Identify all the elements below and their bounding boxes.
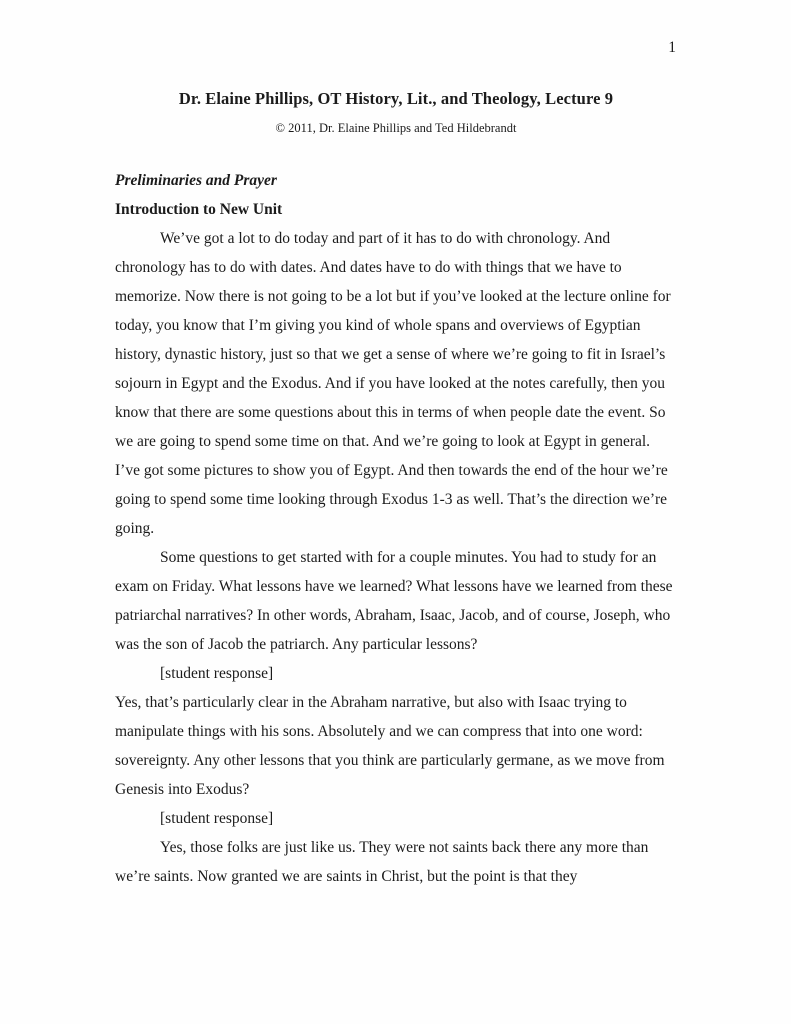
paragraph-saints-reply: Yes, those folks are just like us. They were not saints back there any more than we’re saints. Now granted we are saints in Christ, but the point is that they bbox=[115, 839, 649, 885]
section-heading-preliminaries: Preliminaries and Prayer bbox=[115, 172, 277, 189]
section-headings bbox=[115, 166, 677, 224]
section-heading-introduction: Introduction to New Unit bbox=[115, 201, 283, 218]
page-number: 1 bbox=[668, 39, 676, 56]
paragraph-sovereignty-reply: Yes, that’s particularly clear in the Abraham narrative, but also with Isaac trying to manipulate things with his sons. Absolutely and we can compress that into one word: sovereignty. Any other lessons that you think are particularly germane, as we move from Genesis into Exodus? bbox=[115, 694, 665, 798]
copyright-line: © 2011, Dr. Elaine Phillips and Ted Hildebrandt bbox=[275, 121, 517, 135]
paragraph-student-response-2: [student response] bbox=[160, 810, 274, 827]
paragraph-opening-overview: We’ve got a lot to do today and part of it has to do with chronology. And chronology has to do with dates. And dates have to do with things that we have to memorize. Now there is not going to be a lot but if you’ve looked at the lecture online for today, you know that I’m giving you kind of whole spans and overviews of Egyptian history, dynastic history, just so that we get a sense of where we’re going to fit in Israel’s sojourn in Egypt and the Exodus. And if you have looked at the notes carefully, then you know that there are some questions about this in terms of when people date the event. So we are going to spend some time on that. And we’re going to look at Egypt in general. I’ve got some pictures to show you of Egypt. And then towards the end of the hour we’re going to spend some time looking through Exodus 1-3 as well. That’s the direction we’re going. bbox=[115, 230, 671, 537]
paragraph-student-response-1: [student response] bbox=[160, 665, 274, 682]
document-title: Dr. Elaine Phillips, OT History, Lit., and Theology, Lecture 9 bbox=[178, 89, 614, 108]
paragraph-review-questions: Some questions to get started with for a couple minutes. You had to study for an exam on Friday. What lessons have we learned? What lessons have we learned from these patriarchal narratives? In other words, Abraham, Isaac, Jacob, and of course, Joseph, who was the son of Jacob the patriarch. Any particular lessons? bbox=[115, 549, 673, 653]
document-content bbox=[115, 0, 677, 891]
